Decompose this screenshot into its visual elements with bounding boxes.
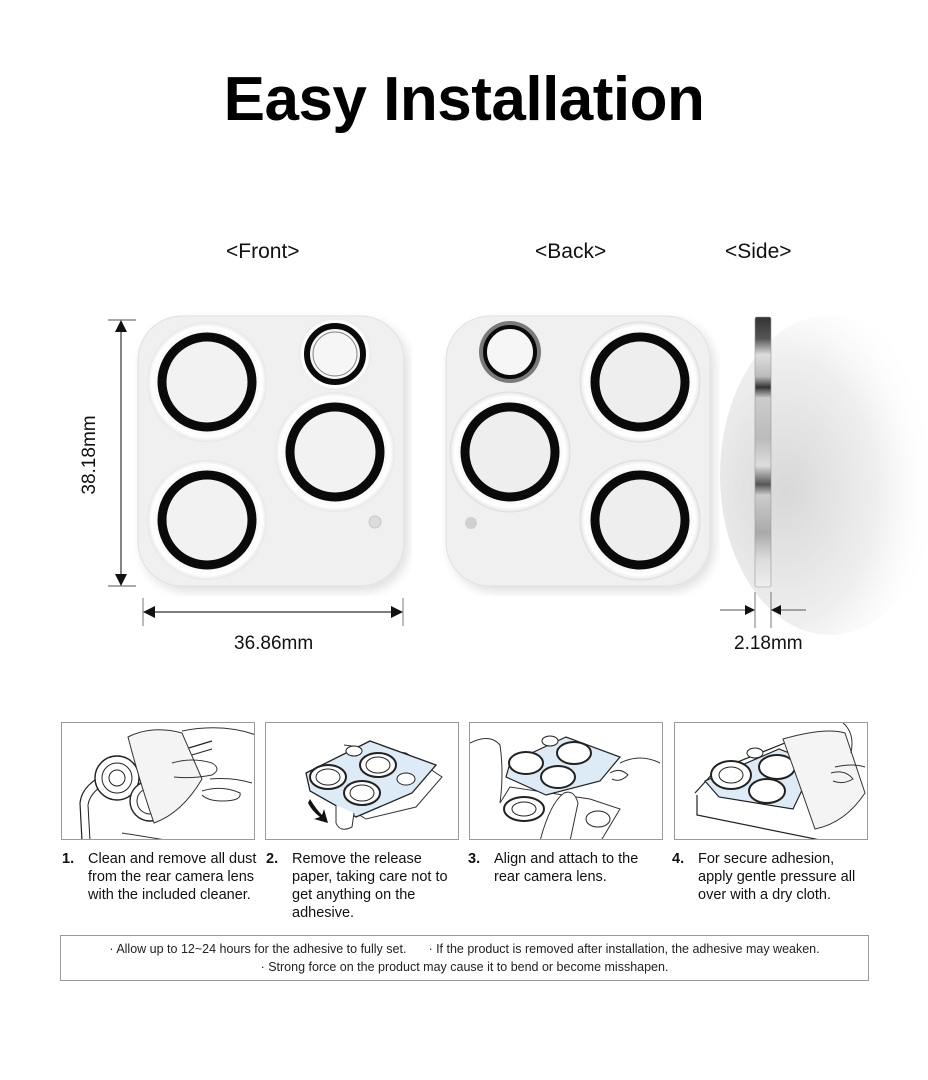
front-view-label: <Front> — [226, 240, 300, 263]
side-view-profile — [720, 300, 928, 670]
step-1-text: Clean and remove all dust from the rear camera lens with the included cleaner. — [88, 851, 257, 903]
page-title: Easy Installation — [223, 65, 705, 134]
width-dimension-label: 36.86mm — [234, 633, 314, 654]
height-dimension-label: 38.18mm — [79, 415, 100, 495]
step-4-text: For secure adhesion, apply gentle pressure all over with a dry cloth. — [698, 851, 856, 903]
notice-adhesive-set-time: · Allow up to 12~24 hours for the adhesive to fully set. — [109, 942, 407, 956]
step-4-illustration — [674, 722, 868, 840]
press-with-dry-cloth-icon — [675, 723, 868, 840]
align-and-attach-icon — [470, 723, 663, 840]
step-1-number: 1. — [62, 851, 75, 867]
notice-removal-weakens: · If the product is removed after installation, the adhesive may weaken. — [428, 942, 820, 956]
front-view-plate — [132, 312, 412, 596]
step-4-number: 4. — [672, 851, 685, 867]
thickness-dimension-label: 2.18mm — [734, 633, 803, 654]
wipe-lens-with-cloth-icon — [62, 723, 255, 840]
step-3-illustration — [469, 722, 663, 840]
step-3-text: Align and attach to the rear camera lens. — [494, 851, 639, 885]
step-3-number: 3. — [468, 851, 481, 867]
step-1-illustration — [61, 722, 255, 840]
peel-release-paper-icon — [266, 723, 459, 840]
notice-strong-force: · Strong force on the product may cause it to bend or become misshapen. — [260, 960, 669, 974]
back-view-plate — [440, 312, 720, 596]
caution-notice-box — [60, 935, 869, 981]
step-2-number: 2. — [266, 851, 279, 867]
back-view-label: <Back> — [535, 240, 607, 263]
width-dimension-arrow — [140, 596, 406, 628]
step-2-text: Remove the release paper, taking care not to get anything on the adhesive. — [292, 851, 448, 921]
step-2-illustration — [265, 722, 459, 840]
side-view-label: <Side> — [725, 240, 792, 263]
